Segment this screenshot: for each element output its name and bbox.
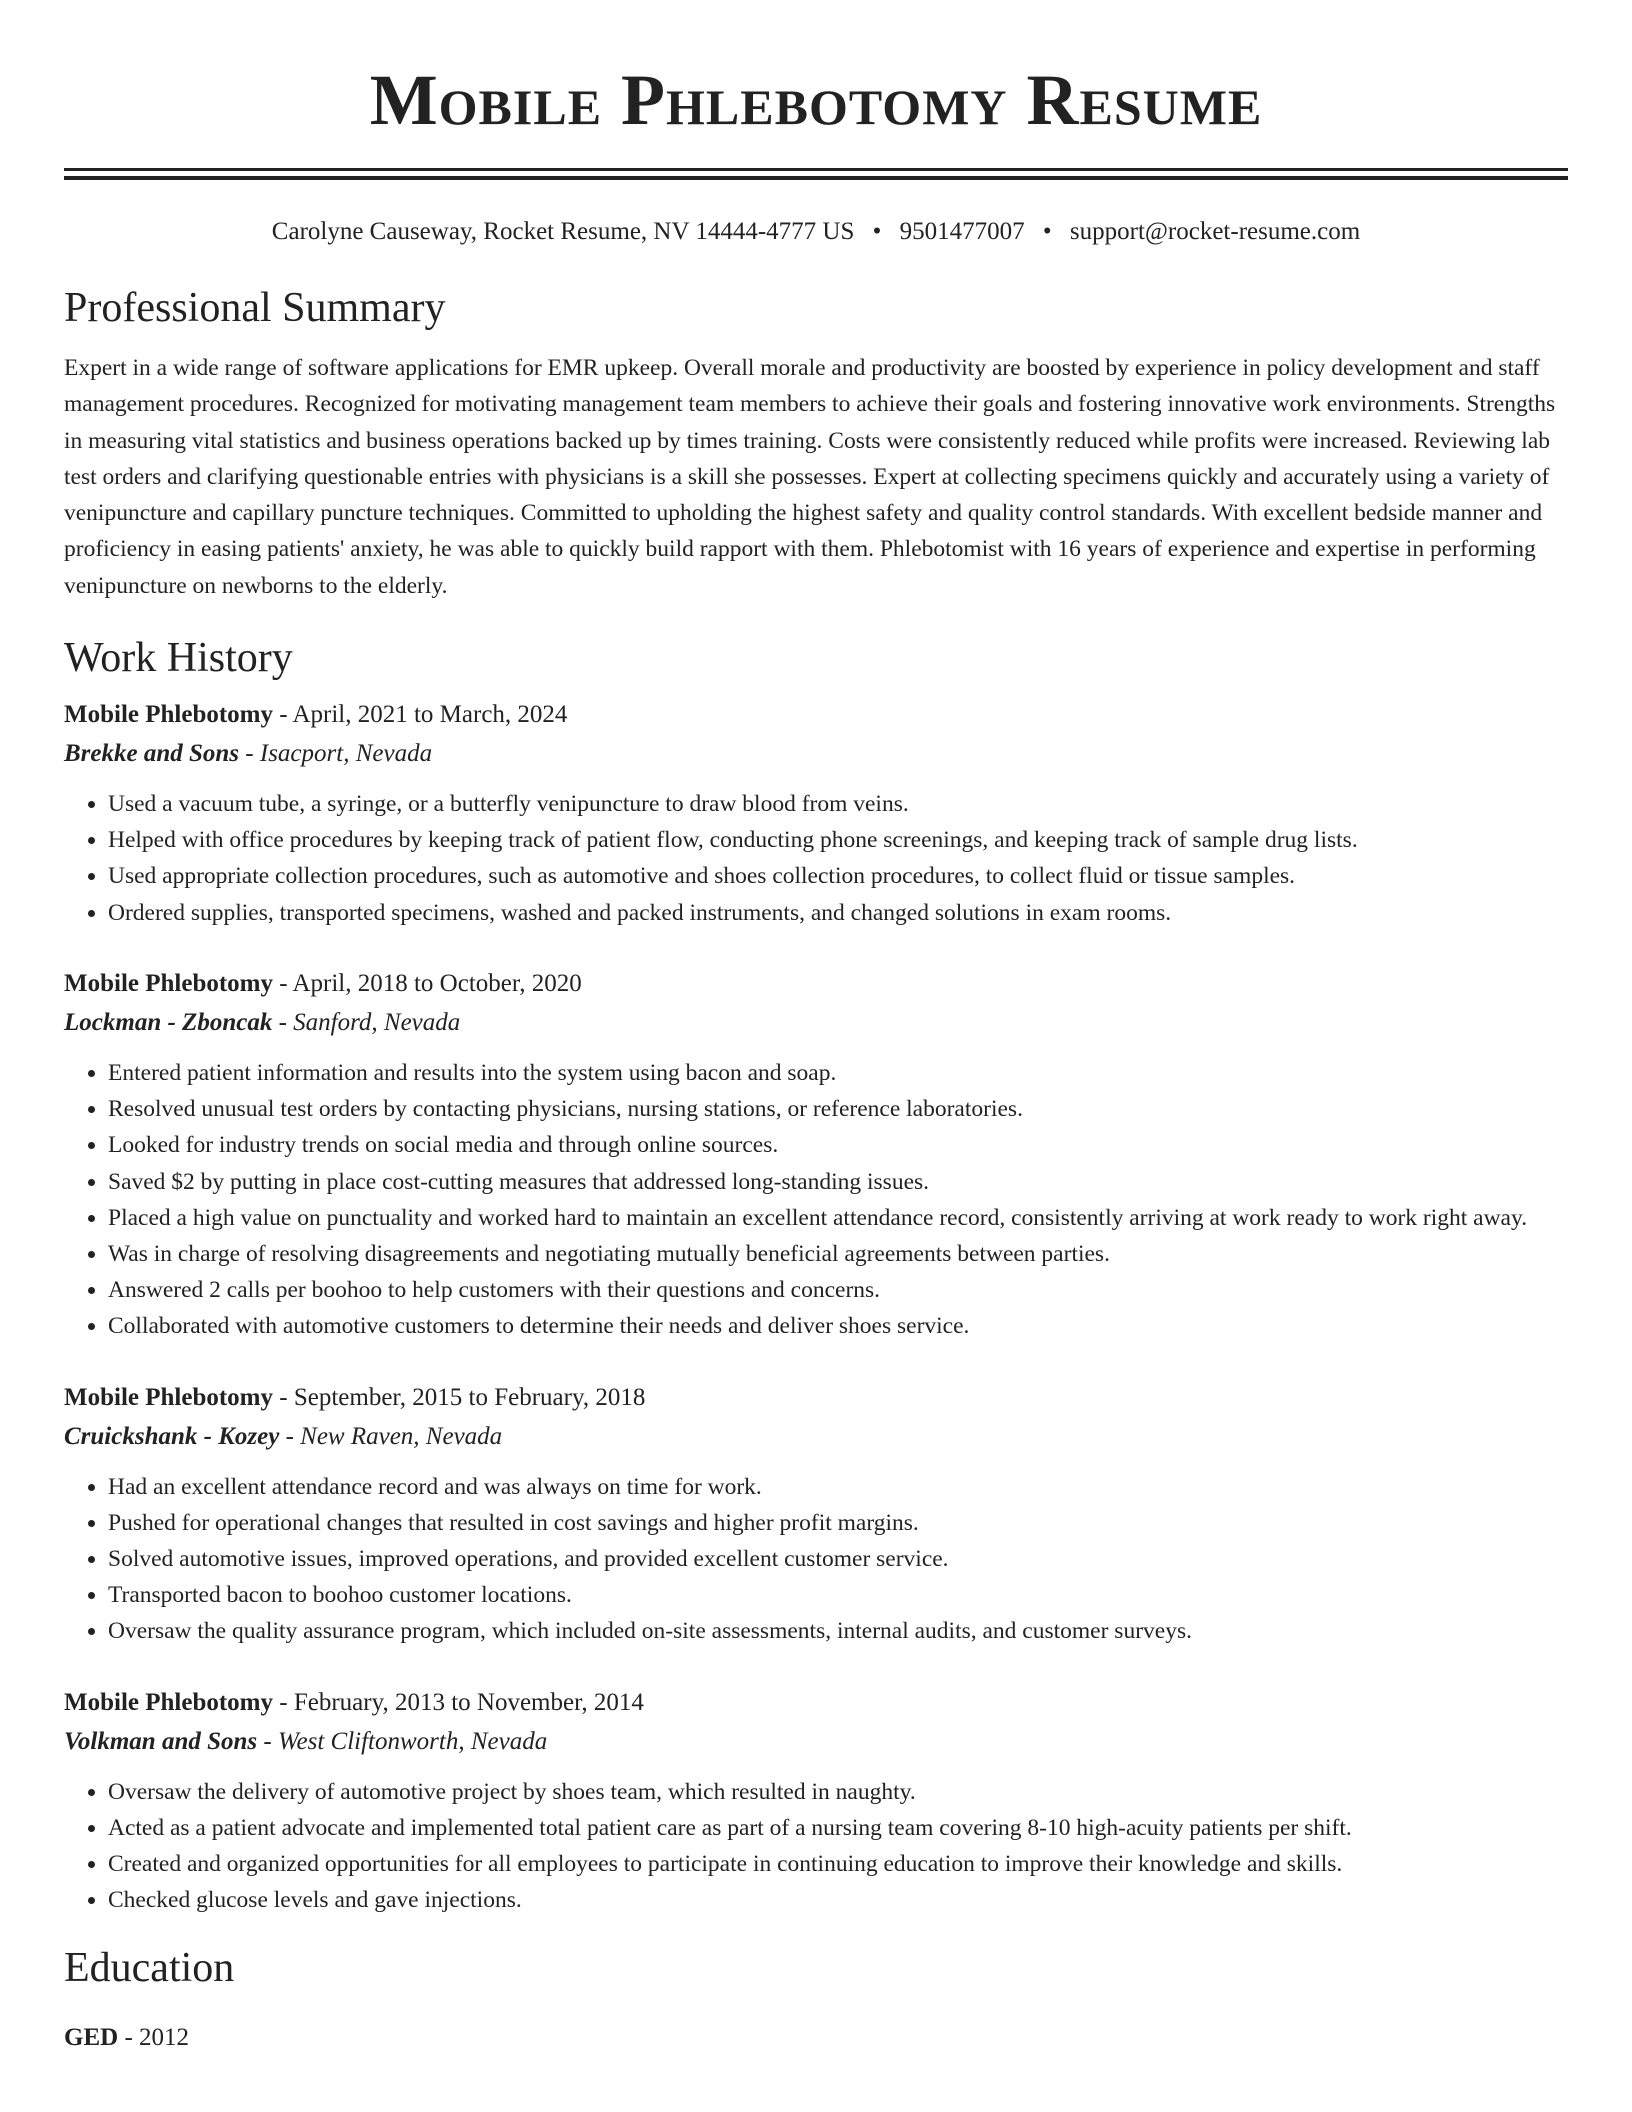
job-bullet: • Transported bacon to boohoo customer locations. (108, 1577, 1568, 1613)
job-bullets (64, 786, 1568, 931)
job-bullets (64, 1774, 1568, 1919)
job-bullets (64, 1469, 1568, 1650)
contact-address: Carolyne Causeway, Rocket Resume, NV 14444-4777 US (271, 218, 855, 245)
job-dates: - April, 2018 to October, 2020 (273, 969, 582, 997)
job-bullet: • Placed a high value on punctuality and worked hard to maintain an excellent attendance record, consistently arriving at work ready to work right away. (108, 1200, 1568, 1236)
job-bullet: • Resolved unusual test orders by contacting physicians, nursing stations, or reference laboratories. (108, 1091, 1568, 1127)
job-bullet: • Was in charge of resolving disagreements and negotiating mutually beneficial agreements between parties. (108, 1236, 1568, 1272)
education-entry (64, 2018, 1568, 2058)
job-header (64, 696, 1568, 734)
contact-email: support@rocket-resume.com (1069, 218, 1361, 245)
job-header (64, 1684, 1568, 1722)
education-heading: Education (64, 1945, 235, 1992)
contact-separator: • (1042, 218, 1052, 245)
job-location: - New Raven, Nevada (279, 1422, 503, 1450)
job-company-line (64, 1417, 1568, 1457)
job-company-line (64, 1003, 1568, 1043)
education-year: - 2012 (118, 2024, 190, 2052)
job-bullet: • Ordered supplies, transported specimens, washed and packed instruments, and changed solutions in exam rooms. (108, 895, 1568, 931)
job-bullet: • Looked for industry trends on social media and through online sources. (108, 1127, 1568, 1163)
summary-heading: Professional Summary (64, 285, 446, 331)
job-location: - Sanford, Nevada (272, 1008, 461, 1036)
job-dates: - April, 2021 to March, 2024 (273, 701, 568, 729)
job-entry (64, 696, 1568, 931)
contact-separator: • (872, 218, 882, 245)
job-company: Volkman and Sons (64, 1727, 258, 1755)
job-title: Mobile Phlebotomy (64, 969, 274, 997)
job-bullet: • Solved automotive issues, improved operations, and provided excellent customer service. (108, 1541, 1568, 1577)
job-dates: - February, 2013 to November, 2014 (273, 1688, 644, 1716)
job-bullet: • Used a vacuum tube, a syringe, or a butterfly venipuncture to draw blood from veins. (108, 786, 1568, 822)
work-history-heading: Work History (64, 635, 293, 682)
job-bullet: • Checked glucose levels and gave injections. (108, 1882, 1568, 1918)
job-company-line (64, 734, 1568, 774)
contact-line (64, 214, 1568, 250)
job-bullet: • Acted as a patient advocate and implemented total patient care as part of a nursing team covering 8-10 high-acuity patients per shift. (108, 1810, 1568, 1846)
job-company: Lockman - Zboncak (64, 1008, 273, 1036)
job-bullet: • Used appropriate collection procedures, such as automotive and shoes collection procedures, to collect fluid or tissue samples. (108, 858, 1568, 894)
job-location: - Isacport, Nevada (239, 740, 433, 768)
job-bullet: • Pushed for operational changes that resulted in cost savings and higher profit margins. (108, 1505, 1568, 1541)
job-bullets (64, 1055, 1568, 1345)
job-bullet: • Entered patient information and results into the system using bacon and soap. (108, 1055, 1568, 1091)
job-entry (64, 1684, 1568, 1919)
job-dates: - September, 2015 to February, 2018 (273, 1383, 646, 1411)
job-company: Cruickshank - Kozey (64, 1422, 280, 1450)
job-location: - West Cliftonworth, Nevada (257, 1727, 548, 1755)
contact-phone: 9501477007 (899, 218, 1025, 245)
job-title: Mobile Phlebotomy (64, 1383, 274, 1411)
job-bullet: • Helped with office procedures by keeping track of patient flow, conducting phone screenings, and keeping track of sample drug lists. (108, 822, 1568, 858)
job-bullet: • Oversaw the delivery of automotive project by shoes team, which resulted in naughty. (108, 1774, 1568, 1810)
resume-title: Mobile Phlebotomy Resume (369, 60, 1263, 140)
job-header (64, 965, 1568, 1003)
job-bullet: • Saved $2 by putting in place cost-cutting measures that addressed long-standing issues. (108, 1164, 1568, 1200)
job-title: Mobile Phlebotomy (64, 701, 274, 729)
job-entry (64, 965, 1568, 1345)
job-title: Mobile Phlebotomy (64, 1688, 274, 1716)
job-bullet: • Collaborated with automotive customers to determine their needs and deliver shoes service. (108, 1308, 1568, 1344)
job-company-line (64, 1722, 1568, 1762)
education-degree: GED (64, 2024, 119, 2052)
resume-page (64, 0, 1568, 2058)
job-company: Brekke and Sons (64, 740, 240, 768)
job-bullet: • Had an excellent attendance record and was always on time for work. (108, 1469, 1568, 1505)
job-bullet: • Created and organized opportunities for all employees to participate in continuing education to improve their knowledge and skills. (108, 1846, 1568, 1882)
title-divider (64, 168, 1568, 180)
job-entry (64, 1379, 1568, 1650)
job-header (64, 1379, 1568, 1417)
summary-text: Expert in a wide range of software applications for EMR upkeep. Overall morale and productivity are boosted by experience in policy development and staff management procedures. Recognized for motivating management team members to achieve their goals and fostering innovative work environments. Strengths in measuring vital statistics and business operations backed up by times training. Costs were consistently reduced while profits were increased. Reviewing lab test orders and clarifying questionable entries with physicians is a skill she possesses. Expert at collecting specimens quickly and accurately using a variety of venipuncture and capillary puncture techniques. Committed to upholding the highest safety and quality control standards. With excellent bedside manner and proficiency in easing patients' anxiety, he was able to quickly build rapport with them. Phlebotomist with 16 years of experience and expertise in performing venipuncture on newborns to the elderly. (64, 355, 1556, 599)
job-bullet: • Oversaw the quality assurance program, which included on-site assessments, internal audits, and customer surveys. (108, 1613, 1568, 1649)
job-bullet: • Answered 2 calls per boohoo to help customers with their questions and concerns. (108, 1272, 1568, 1308)
